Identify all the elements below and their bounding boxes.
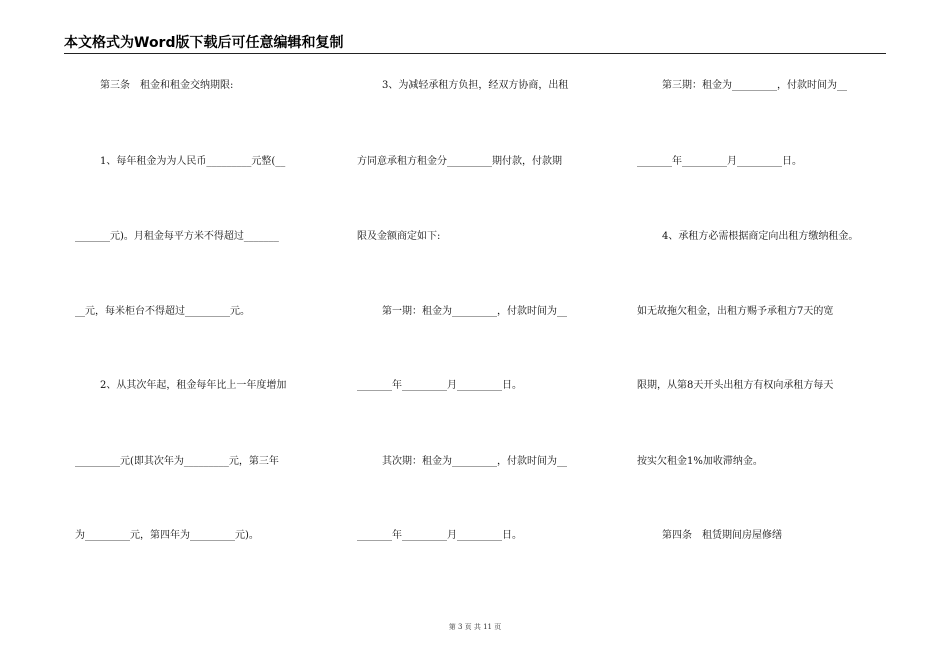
text-line: _______年_________月_________日。	[357, 380, 522, 391]
page-number: 第 3 页 共 11 页	[448, 623, 502, 631]
header-divider	[64, 53, 886, 54]
text-line: 第一期：租金为_________，付款时间为__	[382, 306, 567, 317]
text-line: 第四条 租赁期间房屋修缮	[662, 530, 782, 541]
text-line: 第三条 租金和租金交纳期限:	[100, 80, 234, 91]
text-line: _______元)。月租金每平方米不得超过_______	[75, 231, 279, 242]
text-line: 限期，从第8天开头出租方有权向承租方每天	[637, 380, 834, 391]
text-line: 第三期：租金为_________，付款时间为__	[662, 80, 847, 91]
text-line: 按实欠租金1%加收滞纳金。	[637, 456, 763, 467]
text-line: __元，每米柜台不得超过_________元。	[75, 306, 250, 317]
text-line: 如无故拖欠租金，出租方赐予承租方7天的宽	[637, 306, 834, 317]
text-line: 为_________元，第四年为_________元)。	[75, 530, 259, 541]
header-title: 本文格式为Word版下载后可任意编辑和复制	[64, 35, 344, 51]
text-line: 限及金额商定如下:	[357, 231, 441, 242]
text-line: 1、每年租金为为人民币_________元整(__	[100, 156, 286, 167]
text-line: 3、为减轻承租方负担，经双方协商，出租	[382, 80, 569, 91]
text-line: _______年_________月_________日。	[637, 156, 802, 167]
text-line: _________元(即其次年为_________元，第三年	[75, 456, 279, 467]
text-line: 方同意承租方租金分_________期付款，付款期	[357, 156, 562, 167]
text-line: _______年_________月_________日。	[357, 530, 522, 541]
text-line: 4、承租方必需根据商定向出租方缴纳租金。	[662, 231, 859, 242]
text-line: 2、从其次年起，租金每年比上一年度增加	[100, 380, 287, 391]
document-header	[64, 34, 886, 52]
text-line: 其次期：租金为_________，付款时间为__	[382, 456, 567, 467]
